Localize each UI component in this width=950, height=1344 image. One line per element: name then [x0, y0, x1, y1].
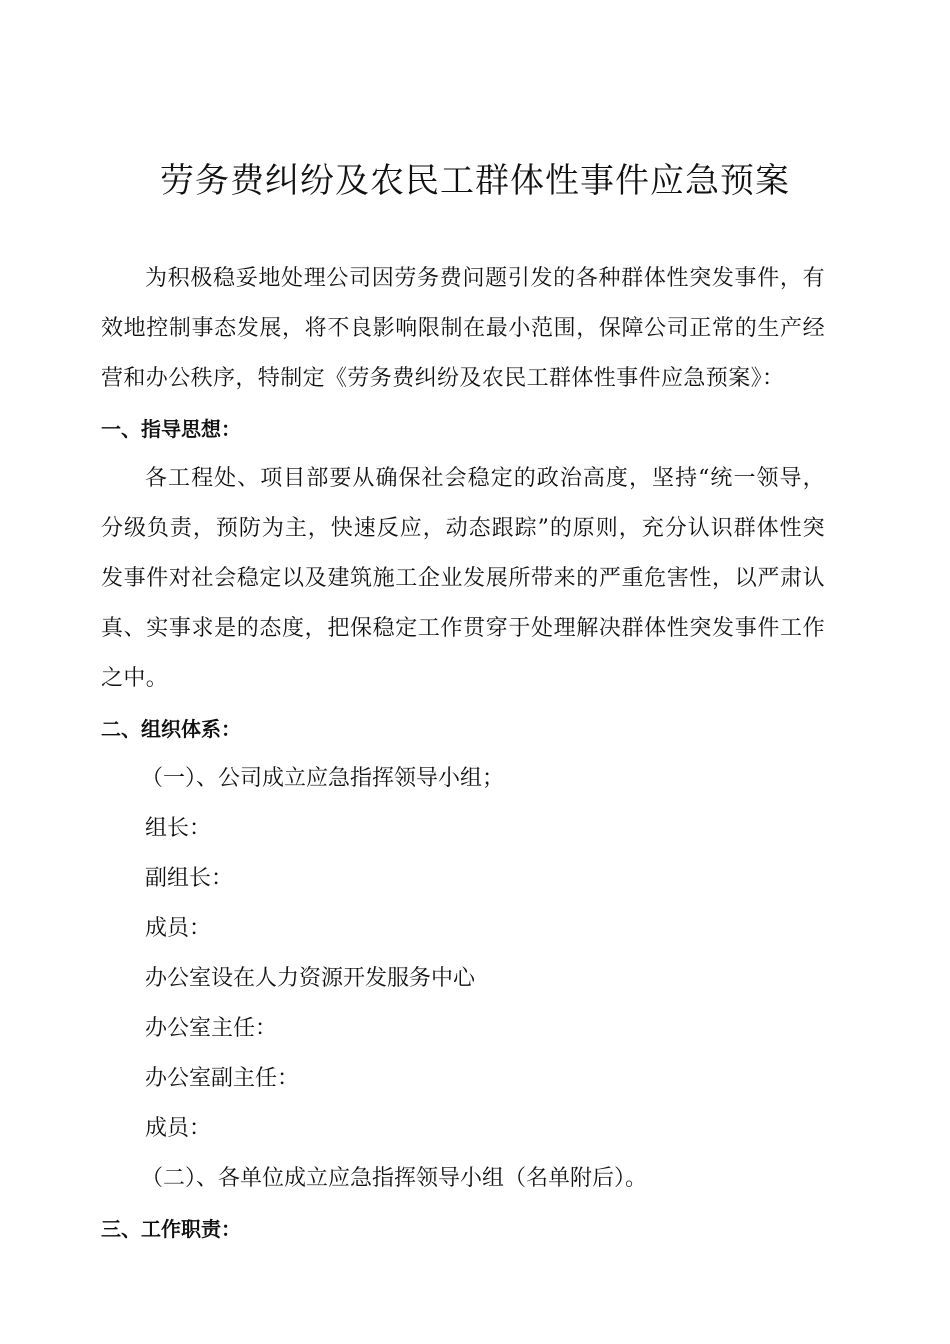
office-deputy-director-line: 办公室副主任： [145, 1066, 300, 1091]
section-heading-guiding-principles: 一、指导思想： [101, 417, 241, 441]
section-heading-responsibilities: 三、工作职责： [101, 1217, 241, 1241]
office-members-line: 成员： [145, 1116, 212, 1141]
organization-item-2: （二）、各单位成立应急指挥领导小组（名单附后）。 [141, 1166, 648, 1191]
document-body [101, 254, 825, 1254]
guiding-principles-paragraph: 各工程处、项目部要从确保社会稳定的政治高度，坚持“统一领导，分级负责，预防为主，快速反应，动态跟踪”的原则，充分认识群体性突发事件对社会稳定以及建筑施工企业发展所带来的严重危害性，以严肃认真、实事求是的态度，把保稳定工作贯穿于处理解决群体性突发事件工作之中。 [101, 466, 825, 691]
leader-line: 组长： [145, 816, 212, 841]
organization-item-1: （一）、公司成立应急指挥领导小组； [141, 766, 505, 791]
intro-paragraph: 为积极稳妥地处理公司因劳务费问题引发的各种群体性突发事件，有效地控制事态发展，将不良影响限制在最小范围，保障公司正常的生产经营和办公秩序，特制定《劳务费纠纷及农民工群体性事件应急预案》： [101, 266, 825, 391]
members-line: 成员： [145, 916, 212, 941]
section-heading-organization: 二、组织体系： [101, 717, 241, 741]
document-title: 劳务费纠纷及农民工群体性事件应急预案 [160, 161, 790, 201]
deputy-leader-line: 副组长： [145, 866, 234, 891]
office-location-line: 办公室设在人力资源开发服务中心 [145, 966, 476, 991]
office-director-line: 办公室主任： [145, 1016, 278, 1041]
